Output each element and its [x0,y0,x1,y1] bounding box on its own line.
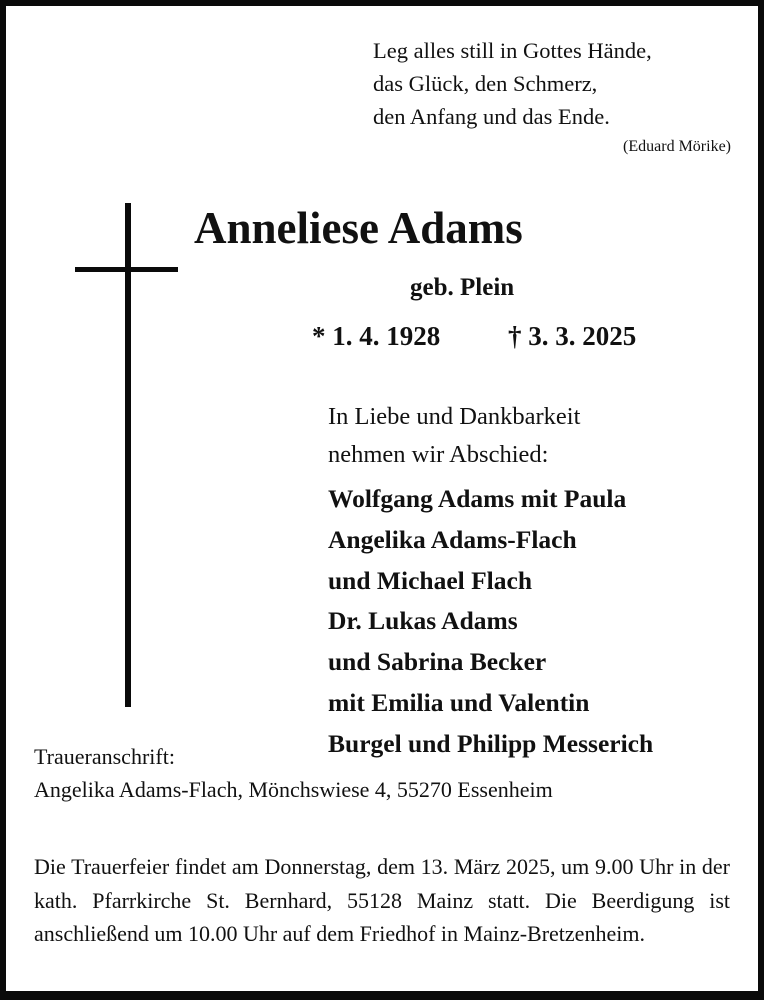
quote-line: das Glück, den Schmerz, [373,71,598,96]
mourner-name: mit Emilia und Valentin [328,687,590,717]
cross-vertical-bar [125,203,131,707]
mourner-name: und Sabrina Becker [328,647,547,677]
mourner-name: Wolfgang Adams mit Paula [328,484,627,513]
birth-date: * 1. 4. 1928 [312,321,441,351]
mourner-name: Angelika Adams-Flach [328,524,577,554]
mourner-name: Burgel und Philipp Messerich [328,728,654,758]
quote-author: (Eduard Mörike) [623,138,731,155]
quote [373,34,652,133]
intro-line: nehmen wir Abschied: [328,441,549,468]
maiden-name: geb. Plein [410,274,515,301]
cross-horizontal-bar [75,267,178,272]
address-value: Angelika Adams-Flach, Mönchswiese 4, 55270 Essenheim [34,777,553,802]
service-info: Die Trauerfeier findet am Donnerstag, dem 13. März 2025, um 9.00 Uhr in der kath. Pfarrkirche St. Bernhard, 55128 Mainz statt. Die Beerdigung ist anschließend um 10.00 Uhr auf dem Friedhof in Mainz-Bretzenheim. [34,854,730,946]
mourner-name: Dr. Lukas Adams [328,606,518,636]
mourners-list [328,479,653,765]
mourners-intro [328,398,580,474]
quote-line: den Anfang und das Ende. [373,104,610,129]
mourner-name: und Michael Flach [328,565,533,595]
deceased-name: Anneliese Adams [194,203,523,253]
mourning-address [34,740,553,806]
death-date: † 3. 3. 2025 [508,321,637,351]
quote-line: Leg alles still in Gottes Hände, [373,38,652,63]
address-label: Traueranschrift: [34,744,175,769]
intro-line: In Liebe und Dankbarkeit [328,403,581,430]
